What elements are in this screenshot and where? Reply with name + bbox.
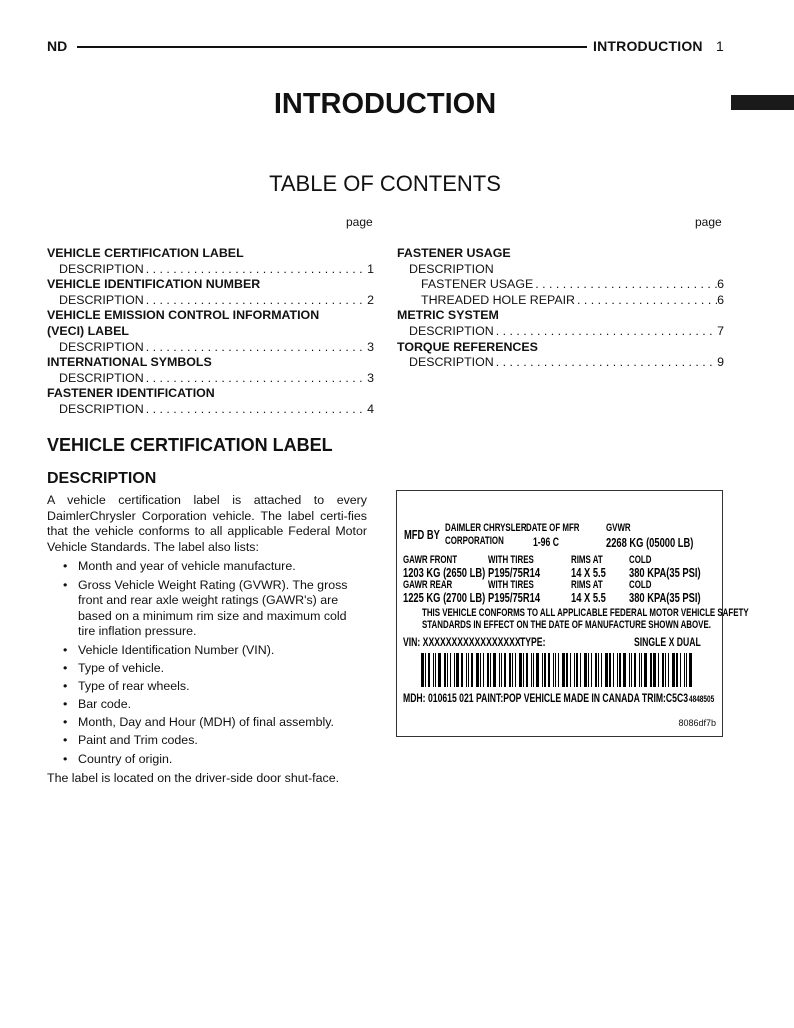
label-code: 4848505 [689,694,715,704]
label-tires-header: WITH TIRES [488,579,534,591]
label-maker-line1: DAIMLER CHRYSLER [445,522,527,534]
barcode-bar [468,653,469,687]
toc-entry[interactable]: DESCRIPTION . . . 3 [47,371,374,387]
barcode-bar [580,653,581,687]
label-mfd-by: MFD BY [404,527,440,542]
barcode-bar [680,653,681,687]
certification-label-figure [396,490,749,737]
label-gawr-front: 1203 KG (2650 LB) [403,565,486,580]
barcode-bar [672,653,675,687]
barcode-bar [536,653,539,687]
label-gawr-rear: 1225 KG (2700 LB) [403,590,486,605]
barcode-bar [658,653,659,687]
barcode-bar [558,653,559,687]
toc-entry[interactable]: THREADED HOLE REPAIR . . . 6 [397,293,724,309]
barcode-bar [617,653,618,687]
label-pressure: 380 KPA(35 PSI) [629,565,701,580]
label-rims-header: RIMS AT [571,579,603,591]
label-gawr-rear-header: GAWR REAR [403,579,453,591]
toc-left-column [47,246,374,418]
section-heading: VEHICLE CERTIFICATION LABEL [47,435,333,455]
barcode-bar [480,653,481,687]
barcode [421,653,693,687]
barcode-bar [512,653,513,687]
barcode-bar [450,653,451,687]
barcode-bar [483,653,484,687]
barcode-bar [684,653,685,687]
barcode-bar [438,653,441,687]
label-tire-size: P195/75R14 [488,590,541,605]
barcode-bar [461,653,463,687]
bullet-list [47,559,367,767]
barcode-bar [428,653,430,687]
barcode-bar [619,653,621,687]
barcode-bar [676,653,678,687]
toc-heading: TORQUE REFERENCES [397,339,538,354]
barcode-bar [509,653,511,687]
barcode-bar [574,653,575,687]
list-item: • Month, Day and Hour (MDH) of final assembly. [78,715,367,731]
barcode-bar [629,653,630,687]
list-item: • Month and year of vehicle manufacture. [78,559,367,575]
barcode-bar [634,653,636,687]
label-maker-line2: CORPORATION [445,535,504,547]
label-conform-line2: STANDARDS IN EFFECT ON THE DATE OF MANUFACTURE SHOWN ABOVE. [422,619,711,631]
header-model: ND [47,38,68,54]
barcode-bar [641,653,642,687]
barcode-bar [466,653,467,687]
toc-heading: VEHICLE IDENTIFICATION NUMBER [47,277,261,292]
label-conform-line1: THIS VEHICLE CONFORMS TO ALL APPLICABLE FEDERAL MOTOR VEHICLE SAFETY [422,607,749,619]
toc-heading: FASTENER IDENTIFICATION [47,386,215,401]
barcode-bar [588,653,589,687]
closing-paragraph: The label is located on the driver-side door shut-face. [47,771,340,786]
barcode-bar [665,653,666,687]
toc-heading: FASTENER USAGE [397,246,511,260]
toc-heading-continued: (VECI) LABEL [47,323,129,338]
barcode-bar [501,653,502,687]
label-tire-size: P195/75R14 [488,565,541,580]
label-rim-size: 14 X 5.5 [571,565,606,580]
header-chapter: INTRODUCTION [593,38,703,54]
figure-id: 8086df7b [678,718,716,728]
barcode-bar [454,653,455,687]
barcode-bar [644,653,647,687]
list-item: • Bar code. [78,697,367,713]
label-cold-header: COLD [629,554,652,566]
barcode-bar [487,653,489,687]
barcode-bar [639,653,640,687]
label-date: 1-96 C [533,535,559,549]
toc-entry[interactable]: FASTENER USAGE . . . 6 [397,277,724,293]
barcode-bar [631,653,632,687]
barcode-bar [421,653,424,687]
barcode-bar [444,653,446,687]
label-mdh-line: MDH: 010615 021 PAINT:POP VEHICLE MADE IN CANADA TRIM:C5C3 [403,691,689,705]
barcode-bar [499,653,500,687]
toc-subheading: DESCRIPTION [409,261,494,276]
page-title: INTRODUCTION [273,88,497,120]
barcode-bar [576,653,578,687]
list-item: • Country of origin. [78,752,367,768]
label-single-dual: SINGLE X DUAL [634,635,701,649]
barcode-bar [566,653,568,687]
barcode-bar [471,653,473,687]
barcode-bar [476,653,479,687]
toc-page-label-left: page [346,215,373,229]
barcode-bar [531,653,532,687]
toc-heading: VEHICLE EMISSION CONTROL INFORMATION [47,308,320,323]
barcode-bar [562,653,565,687]
label-gvwr-header: GVWR [606,522,631,534]
barcode-bar [493,653,496,687]
label-gawr-front-header: GAWR FRONT [403,554,458,566]
label-cold-header: COLD [629,579,652,591]
barcode-bar [689,653,692,687]
barcode-bar [533,653,534,687]
label-pressure: 380 KPA(35 PSI) [629,590,701,605]
toc-entry[interactable]: DESCRIPTION . . . 9 [397,355,724,371]
section-subheading: DESCRIPTION [47,470,157,487]
list-item: • Gross Vehicle Weight Rating (GVWR). The gross front and rear axle weight ratings (GAWR's) are based on a minimum rim size and maximum cold tire inflation pressure. [78,578,367,640]
barcode-bar [605,653,608,687]
label-tires-header: WITH TIRES [488,554,534,566]
barcode-bar [662,653,664,687]
toc-entry[interactable]: DESCRIPTION . . . 3 [47,340,374,356]
list-item: • Type of vehicle. [78,661,367,677]
barcode-bar [456,653,459,687]
label-type: TYPE: [520,635,546,649]
toc-heading: INTERNATIONAL SYMBOLS [47,355,212,370]
barcode-bar [650,653,652,687]
barcode-bar [668,653,669,687]
barcode-bar [544,653,546,687]
barcode-bar [548,653,550,687]
barcode-bar [584,653,587,687]
barcode-bar [570,653,571,687]
barcode-bar [609,653,611,687]
barcode-bar [447,653,448,687]
label-date-header: DATE OF MFR [526,522,580,534]
section-body [47,493,367,787]
list-item: • Type of rear wheels. [78,679,367,695]
label-rim-size: 14 X 5.5 [571,590,606,605]
list-item: • Vehicle Identification Number (VIN). [78,643,367,659]
barcode-bar [595,653,597,687]
barcode-bar [686,653,687,687]
label-gvwr: 2268 KG (05000 LB) [606,535,694,550]
barcode-bar [515,653,516,687]
barcode-bar [523,653,524,687]
barcode-bar [504,653,506,687]
barcode-bar [425,653,426,687]
toc-entry[interactable]: DESCRIPTION . . . 2 [47,293,374,309]
barcode-bar [433,653,434,687]
barcode-bar [435,653,436,687]
toc-entry[interactable]: DESCRIPTION . . . 1 [47,262,374,278]
label-vin: VIN: XXXXXXXXXXXXXXXXX [403,635,521,649]
label-rims-header: RIMS AT [571,554,603,566]
page-number: 1 [716,38,724,54]
barcode-bar [519,653,522,687]
toc-title: TABLE OF CONTENTS [269,171,501,196]
barcode-bar [591,653,592,687]
barcode-bar [555,653,556,687]
list-item: • Paint and Trim codes. [78,733,367,749]
barcode-bar [553,653,554,687]
toc-entry[interactable]: DESCRIPTION . . . 4 [47,402,374,418]
toc-heading: VEHICLE CERTIFICATION LABEL [47,246,244,260]
header-rule [77,46,587,48]
barcode-bar [490,653,491,687]
intro-paragraph: A vehicle certification label is attached to every DaimlerChrysler Corporation vehicle. The label certi-fies that the vehicle conforms to all applicable Federal Motor Vehicle Standards. The label also lists: [47,493,367,554]
toc-right-column [397,246,724,371]
toc-entry[interactable]: DESCRIPTION . . . 7 [397,324,724,340]
barcode-bar [613,653,614,687]
toc-page-label-right: page [695,215,722,229]
toc-heading: METRIC SYSTEM [397,308,499,323]
barcode-bar [623,653,626,687]
barcode-bar [601,653,602,687]
barcode-bar [653,653,656,687]
barcode-bar [526,653,528,687]
barcode-bar [542,653,543,687]
barcode-bar [598,653,599,687]
